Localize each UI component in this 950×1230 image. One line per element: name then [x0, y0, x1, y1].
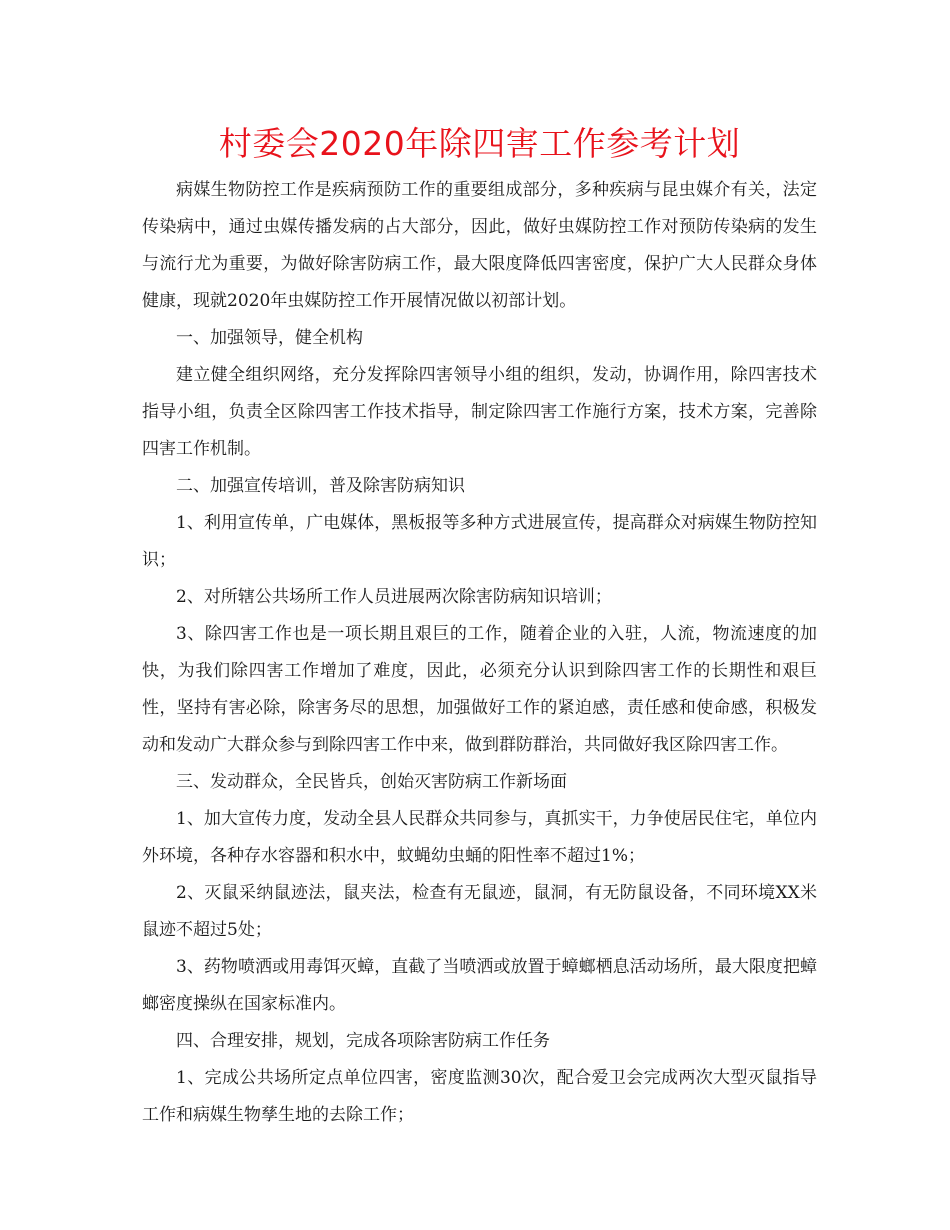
paragraph: 三、发动群众，全民皆兵，创始灭害防病工作新场面 — [176, 772, 567, 792]
paragraph: 1、利用宣传单，广电媒体，黑板报等多种方式进展宣传，提高群众对病媒生物防控知识； — [142, 513, 817, 570]
paragraph: 四、合理安排，规划，完成各项除害防病工作任务 — [176, 1031, 550, 1051]
paragraph: 一、加强领导，健全机构 — [176, 328, 363, 348]
document-title: 村委会2020年除四害工作参考计划 — [218, 124, 741, 163]
paragraph: 3、药物喷洒或用毒饵灭蟑，直截了当喷洒或放置于蟑螂栖息活动场所，最大限度把蟑螂密度操纵在国家标准内。 — [142, 957, 817, 1014]
paragraph: 2、对所辖公共场所工作人员进展两次除害防病知识培训； — [176, 587, 612, 607]
paragraph: 二、加强宣传培训，普及除害防病知识 — [176, 476, 465, 496]
paragraph: 2、灭鼠采纳鼠迹法，鼠夹法，检查有无鼠迹，鼠洞，有无防鼠设备，不同环境XX米鼠迹不超过5处； — [142, 883, 817, 940]
document-page — [142, 118, 817, 1134]
paragraph: 建立健全组织网络，充分发挥除四害领导小组的组织，发动，协调作用，除四害技术指导小组，负责全区除四害工作技术指导，制定除四害工作施行方案，技术方案，完善除四害工作机制。 — [142, 365, 817, 459]
paragraph: 1、完成公共场所定点单位四害，密度监测30次，配合爱卫会完成两次大型灭鼠指导工作和病媒生物孳生地的去除工作； — [142, 1068, 817, 1125]
paragraph: 病媒生物防控工作是疾病预防工作的重要组成部分，多种疾病与昆虫媒介有关，法定传染病中，通过虫媒传播发病的占大部分，因此，做好虫媒防控工作对预防传染病的发生与流行尤为重要，为做好除害防病工作，最大限度降低四害密度，保护广大人民群众身体健康，现就2020年虫媒防控工作开展情况做以初部计划。 — [142, 180, 817, 311]
document-body — [142, 172, 817, 1134]
paragraph: 3、除四害工作也是一项长期且艰巨的工作，随着企业的入驻，人流，物流速度的加快，为我们除四害工作增加了难度，因此，必须充分认识到除四害工作的长期性和艰巨性，坚持有害必除，除害务尽的思想，加强做好工作的紧迫感，责任感和使命感，积极发动和发动广大群众参与到除四害工作中来，做到群防群治，共同做好我区除四害工作。 — [142, 624, 817, 755]
paragraph: 1、加大宣传力度，发动全县人民群众共同参与，真抓实干，力争使居民住宅，单位内外环境，各种存水容器和积水中，蚊蝇幼虫蛹的阳性率不超过1%； — [142, 809, 817, 866]
